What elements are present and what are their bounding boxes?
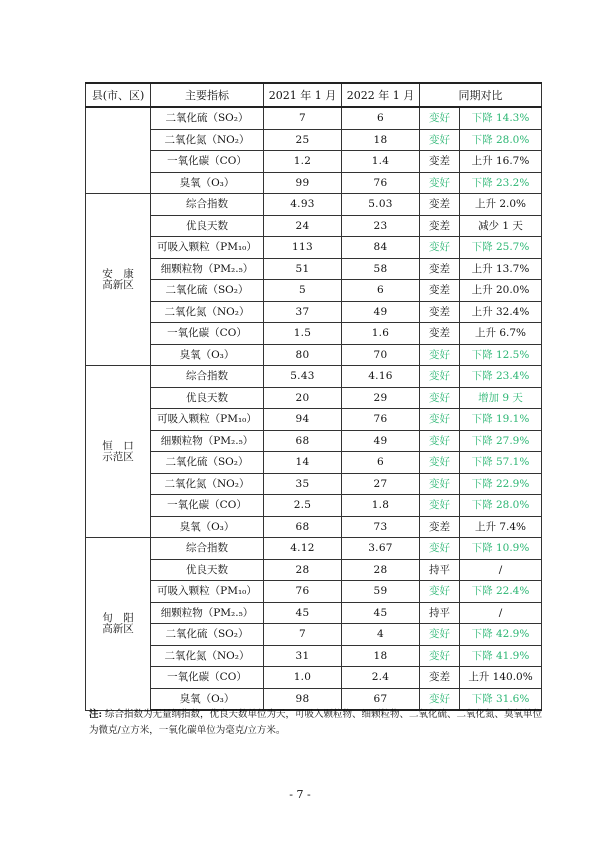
change-cell: 下降 25.7% [460, 237, 542, 259]
indicator-cell: 优良天数 [151, 559, 264, 581]
table-row [86, 624, 542, 646]
value-2021-cell: 24 [264, 215, 342, 237]
indicator-cell: 二氧化硫（SO₂） [151, 452, 264, 474]
value-2022-cell: 4.16 [342, 366, 420, 388]
table-row [86, 538, 542, 560]
table-row [86, 215, 542, 237]
indicator-cell: 细颗粒物（PM₂.₅） [151, 602, 264, 624]
trend-cell: 变好 [420, 344, 460, 366]
value-2022-cell: 76 [342, 409, 420, 431]
indicator-cell: 臭氧（O₃） [151, 344, 264, 366]
change-cell: / [460, 602, 542, 624]
trend-cell: 变好 [420, 387, 460, 409]
indicator-cell: 优良天数 [151, 387, 264, 409]
trend-cell: 变好 [420, 129, 460, 151]
indicator-cell: 臭氧（O₃） [151, 516, 264, 538]
value-2022-cell: 3.67 [342, 538, 420, 560]
table-footnote [89, 707, 544, 739]
value-2022-cell: 76 [342, 172, 420, 194]
value-2021-cell: 7 [264, 107, 342, 129]
change-cell: 下降 57.1% [460, 452, 542, 474]
value-2022-cell: 6 [342, 107, 420, 129]
change-cell: 下降 22.9% [460, 473, 542, 495]
table-row [86, 409, 542, 431]
value-2022-cell: 49 [342, 301, 420, 323]
value-2021-cell: 5 [264, 280, 342, 302]
value-2021-cell: 28 [264, 559, 342, 581]
table-row [86, 559, 542, 581]
value-2021-cell: 51 [264, 258, 342, 280]
table-row [86, 344, 542, 366]
change-cell: 下降 27.9% [460, 430, 542, 452]
indicator-cell: 二氧化硫（SO₂） [151, 280, 264, 302]
table-row [86, 602, 542, 624]
trend-cell: 变好 [420, 409, 460, 431]
section-hengkou [86, 366, 542, 538]
indicator-cell: 综合指数 [151, 194, 264, 216]
value-2022-cell: 49 [342, 430, 420, 452]
table-row [86, 129, 542, 151]
value-2021-cell: 1.5 [264, 323, 342, 345]
header-2021: 2021 年 1 月 [264, 83, 342, 107]
table-row [86, 301, 542, 323]
value-2022-cell: 28 [342, 559, 420, 581]
indicator-cell: 一氧化碳（CO） [151, 667, 264, 689]
table-row [86, 107, 542, 129]
value-2021-cell: 98 [264, 688, 342, 710]
table-row [86, 237, 542, 259]
table-row [86, 280, 542, 302]
trend-cell: 变差 [420, 667, 460, 689]
trend-cell: 变差 [420, 151, 460, 173]
value-2021-cell: 2.5 [264, 495, 342, 517]
change-cell: 下降 19.1% [460, 409, 542, 431]
trend-cell: 变好 [420, 538, 460, 560]
trend-cell: 变好 [420, 473, 460, 495]
change-cell: 上升 20.0% [460, 280, 542, 302]
indicator-cell: 可吸入颗粒（PM₁₀） [151, 237, 264, 259]
value-2022-cell: 2.4 [342, 667, 420, 689]
header-indicator: 主要指标 [151, 83, 264, 107]
county-name-line2: 高新区 [102, 278, 134, 291]
indicator-cell: 二氧化硫（SO₂） [151, 624, 264, 646]
change-cell: 下降 12.5% [460, 344, 542, 366]
table-row [86, 495, 542, 517]
value-2022-cell: 5.03 [342, 194, 420, 216]
county-name [86, 366, 151, 538]
trend-cell: 变好 [420, 430, 460, 452]
value-2021-cell: 4.12 [264, 538, 342, 560]
change-cell: 下降 31.6% [460, 688, 542, 710]
table-row [86, 452, 542, 474]
table-row [86, 667, 542, 689]
value-2021-cell: 1.2 [264, 151, 342, 173]
value-2021-cell: 25 [264, 129, 342, 151]
value-2021-cell: 68 [264, 430, 342, 452]
change-cell: 上升 7.4% [460, 516, 542, 538]
value-2022-cell: 27 [342, 473, 420, 495]
indicator-cell: 二氧化氮（NO₂） [151, 645, 264, 667]
header-county: 县(市、区) [86, 83, 151, 107]
county-name-line1: 旬 阳 [102, 612, 134, 625]
county-name-continued [86, 107, 151, 194]
section-xunyang [86, 538, 542, 711]
change-cell: 上升 6.7% [460, 323, 542, 345]
trend-cell: 变好 [420, 172, 460, 194]
indicator-cell: 二氧化氮（NO₂） [151, 301, 264, 323]
trend-cell: 持平 [420, 559, 460, 581]
table-row [86, 172, 542, 194]
change-cell: 下降 10.9% [460, 538, 542, 560]
change-cell: 上升 2.0% [460, 194, 542, 216]
value-2022-cell: 73 [342, 516, 420, 538]
county-name-line1: 恒 口 [102, 440, 134, 452]
table-row [86, 516, 542, 538]
trend-cell: 变好 [420, 237, 460, 259]
value-2021-cell: 45 [264, 602, 342, 624]
indicator-cell: 可吸入颗粒（PM₁₀） [151, 409, 264, 431]
indicator-cell: 二氧化氮（NO₂） [151, 473, 264, 495]
value-2022-cell: 1.8 [342, 495, 420, 517]
indicator-cell: 臭氧（O₃） [151, 688, 264, 710]
indicator-cell: 细颗粒物（PM₂.₅） [151, 258, 264, 280]
change-cell: 下降 22.4% [460, 581, 542, 603]
table-row [86, 323, 542, 345]
indicator-cell: 一氧化碳（CO） [151, 323, 264, 345]
change-cell: 下降 28.0% [460, 495, 542, 517]
value-2022-cell: 18 [342, 645, 420, 667]
trend-cell: 变差 [420, 323, 460, 345]
indicator-cell: 二氧化硫（SO₂） [151, 107, 264, 129]
change-cell: 上升 16.7% [460, 151, 542, 173]
value-2021-cell: 80 [264, 344, 342, 366]
table-row [86, 430, 542, 452]
change-cell: 上升 32.4% [460, 301, 542, 323]
value-2022-cell: 1.4 [342, 151, 420, 173]
value-2021-cell: 14 [264, 452, 342, 474]
trend-cell: 变差 [420, 215, 460, 237]
table-row [86, 151, 542, 173]
indicator-cell: 臭氧（O₃） [151, 172, 264, 194]
county-name [86, 194, 151, 366]
value-2021-cell: 76 [264, 581, 342, 603]
value-2021-cell: 99 [264, 172, 342, 194]
trend-cell: 变好 [420, 624, 460, 646]
trend-cell: 变差 [420, 280, 460, 302]
change-cell: / [460, 559, 542, 581]
value-2021-cell: 1.0 [264, 667, 342, 689]
table-row [86, 387, 542, 409]
table-row [86, 645, 542, 667]
trend-cell: 变差 [420, 301, 460, 323]
value-2021-cell: 5.43 [264, 366, 342, 388]
indicator-cell: 二氧化氮（NO₂） [151, 129, 264, 151]
trend-cell: 变好 [420, 107, 460, 129]
value-2022-cell: 18 [342, 129, 420, 151]
value-2021-cell: 68 [264, 516, 342, 538]
value-2021-cell: 20 [264, 387, 342, 409]
indicator-cell: 优良天数 [151, 215, 264, 237]
page-number: - 7 - [289, 788, 311, 801]
footnote-text: 综合指数为无量纲指数，优良天数单位为天，可吸入颗粒物、细颗粒物、二氧化硫、二氧化氮、臭氧单位为微克/立方米，一氧化碳单位为毫克/立方米。 [89, 709, 543, 736]
change-cell: 下降 14.3% [460, 107, 542, 129]
change-cell: 下降 41.9% [460, 645, 542, 667]
value-2021-cell: 94 [264, 409, 342, 431]
county-name [86, 538, 151, 711]
trend-cell: 变差 [420, 258, 460, 280]
table-header-row [86, 83, 542, 107]
change-cell: 上升 140.0% [460, 667, 542, 689]
county-name-line1: 安 康 [102, 268, 134, 280]
footnote-label: 注: [89, 709, 103, 720]
change-cell: 下降 28.0% [460, 129, 542, 151]
value-2022-cell: 6 [342, 280, 420, 302]
value-2022-cell: 70 [342, 344, 420, 366]
value-2021-cell: 7 [264, 624, 342, 646]
value-2022-cell: 4 [342, 624, 420, 646]
value-2022-cell: 29 [342, 387, 420, 409]
value-2022-cell: 59 [342, 581, 420, 603]
header-2022: 2022 年 1 月 [342, 83, 420, 107]
change-cell: 下降 23.2% [460, 172, 542, 194]
trend-cell: 变差 [420, 194, 460, 216]
value-2022-cell: 84 [342, 237, 420, 259]
trend-cell: 变好 [420, 645, 460, 667]
table-row [86, 581, 542, 603]
value-2022-cell: 23 [342, 215, 420, 237]
indicator-cell: 综合指数 [151, 538, 264, 560]
change-cell: 下降 42.9% [460, 624, 542, 646]
value-2021-cell: 31 [264, 645, 342, 667]
trend-cell: 变差 [420, 516, 460, 538]
indicator-cell: 综合指数 [151, 366, 264, 388]
table-row [86, 473, 542, 495]
value-2021-cell: 37 [264, 301, 342, 323]
change-cell: 下降 23.4% [460, 366, 542, 388]
table-row [86, 258, 542, 280]
trend-cell: 变好 [420, 688, 460, 710]
indicator-cell: 细颗粒物（PM₂.₅） [151, 430, 264, 452]
trend-cell: 变好 [420, 581, 460, 603]
trend-cell: 持平 [420, 602, 460, 624]
air-quality-table [85, 82, 542, 711]
county-name-line2: 示范区 [102, 450, 134, 463]
section-continued [86, 107, 542, 194]
table-row [86, 194, 542, 216]
indicator-cell: 一氧化碳（CO） [151, 495, 264, 517]
value-2022-cell: 67 [342, 688, 420, 710]
value-2022-cell: 45 [342, 602, 420, 624]
value-2021-cell: 4.93 [264, 194, 342, 216]
trend-cell: 变好 [420, 495, 460, 517]
change-cell: 减少 1 天 [460, 215, 542, 237]
value-2022-cell: 6 [342, 452, 420, 474]
indicator-cell: 一氧化碳（CO） [151, 151, 264, 173]
value-2022-cell: 1.6 [342, 323, 420, 345]
change-cell: 上升 13.7% [460, 258, 542, 280]
trend-cell: 变好 [420, 366, 460, 388]
value-2021-cell: 113 [264, 237, 342, 259]
county-name-line2: 高新区 [102, 622, 134, 635]
value-2021-cell: 35 [264, 473, 342, 495]
header-comparison: 同期对比 [420, 83, 542, 107]
change-cell: 增加 9 天 [460, 387, 542, 409]
table-row [86, 366, 542, 388]
trend-cell: 变好 [420, 452, 460, 474]
value-2022-cell: 58 [342, 258, 420, 280]
indicator-cell: 可吸入颗粒（PM₁₀） [151, 581, 264, 603]
section-ankang [86, 194, 542, 366]
